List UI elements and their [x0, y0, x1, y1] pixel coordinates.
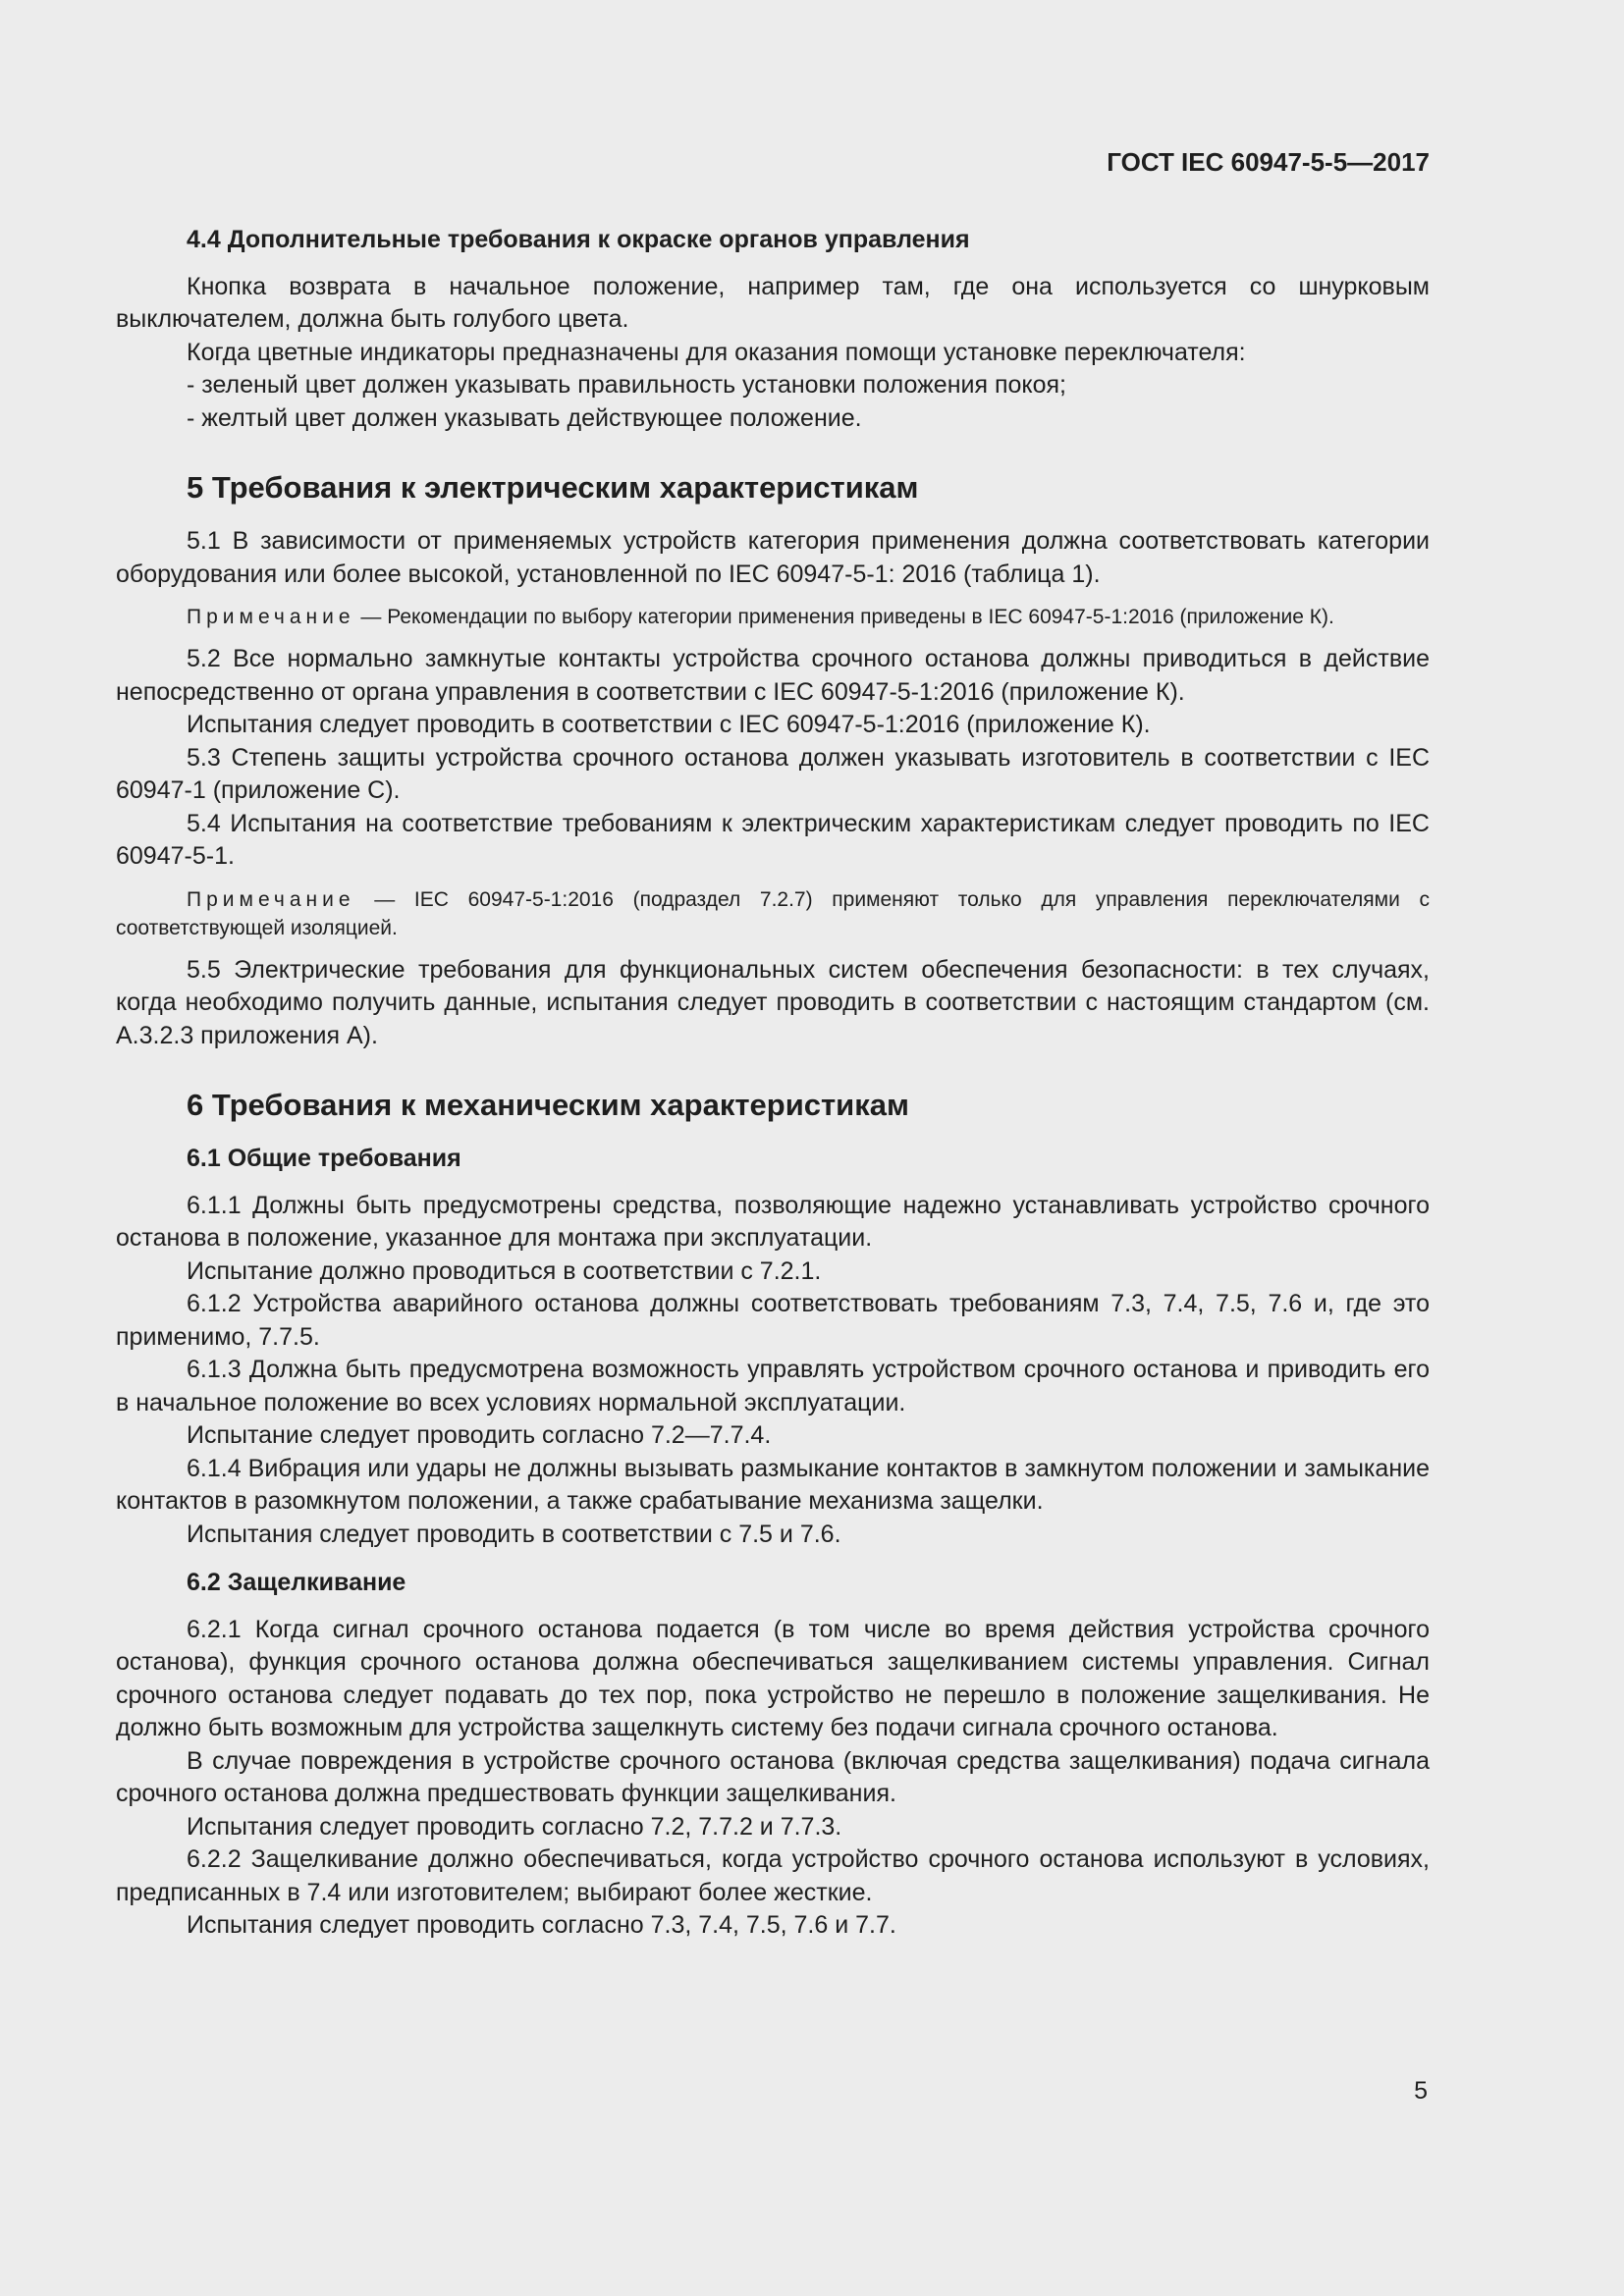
paragraph: Испытание должно проводиться в соответствии с 7.2.1. — [187, 1256, 822, 1285]
paragraph-5-5: 5.5 Электрические требования для функциональных систем обеспечения безопасности: в тех случаях, когда необходимо получить данные, испытания следует проводить в соответствии с настоящим стандартом (см. А.3.2.3 приложения А). — [116, 955, 1430, 1049]
paragraph: Испытания следует проводить согласно 7.3, 7.4, 7.5, 7.6 и 7.7. — [187, 1911, 896, 1939]
paragraph-5-2: 5.2 Все нормально замкнутые контакты устройства срочного останова должны приводиться в действие непосредственно от органа управления в соответствии с IEC 60947-5-1:2016 (приложение К). — [116, 645, 1430, 706]
note-text: — IEC 60947-5-1:2016 (подраздел 7.2.7) применяют только для управления переключателями с соответствующей изоляцией. — [116, 887, 1430, 939]
paragraph-5-3: 5.3 Степень защиты устройства срочного останова должен указывать изготовитель в соответствии с IEC 60947-1 (приложение С). — [116, 743, 1430, 804]
note-text: — Рекомендации по выбору категории применения приведены в IEC 60947-5-1:2016 (приложение К). — [354, 606, 1334, 628]
paragraph: В случае повреждения в устройстве срочного останова (включая средства защелкивания) подача сигнала срочного останова должна предшествовать функции защелкивания. — [116, 1746, 1430, 1807]
page-content — [116, 224, 1430, 1943]
paragraph-6-1-4: 6.1.4 Вибрация или удары не должны вызывать размыкание контактов в замкнутом положении и замыкание контактов в разомкнутом положении, а также срабатывание механизма защелки. — [116, 1454, 1430, 1515]
paragraph: Испытания следует проводить в соответствии с 7.5 и 7.6. — [187, 1520, 841, 1548]
section-6-heading: 6 Требования к механическим характеристикам — [187, 1088, 909, 1122]
list-item: - желтый цвет должен указывать действующее положение. — [187, 403, 862, 432]
paragraph-5-1: 5.1 В зависимости от применяемых устройств категория применения должна соответствовать категории оборудования или более высокой, установленной по IEC 60947-5-1: 2016 (таблица 1). — [116, 527, 1430, 588]
paragraph-5-4: 5.4 Испытания на соответствие требованиям к электрическим характеристикам следует проводить по IEC 60947-5-1. — [116, 809, 1430, 870]
paragraph-6-2-2: 6.2.2 Защелкивание должно обеспечиваться, когда устройство срочного останова используют в условиях, предписанных в 7.4 или изготовителем; выбирают более жесткие. — [116, 1845, 1430, 1906]
note — [116, 603, 1430, 631]
paragraph-6-1-1: 6.1.1 Должны быть предусмотрены средства, позволяющие надежно устанавливать устройство срочного останова в положение, указанное для монтажа при эксплуатации. — [116, 1191, 1430, 1252]
paragraph-6-2-1: 6.2.1 Когда сигнал срочного останова подается (в том числе во время действия устройства срочного останова), функция срочного останова должна обеспечиваться защелкиванием системы управления. Сигнал срочного останова следует подавать до тех пор, пока устройство не перешло в положение защелкивания. Не должно быть возможным для устройства защелкнуть систему без подачи сигнала срочного останова. — [116, 1615, 1430, 1741]
note — [116, 885, 1430, 942]
document-code: ГОСТ IEC 60947-5-5—2017 — [1107, 147, 1430, 177]
paragraph: Испытания следует проводить согласно 7.2, 7.7.2 и 7.7.3. — [187, 1812, 842, 1841]
paragraph-6-1-3: 6.1.3 Должна быть предусмотрена возможность управлять устройством срочного останова и приводить его в начальное положение во всех условиях нормальной эксплуатации. — [116, 1356, 1430, 1416]
subsection-6-2-heading: 6.2 Защелкивание — [187, 1569, 406, 1596]
list-item: - зеленый цвет должен указывать правильность установки положения покоя; — [187, 371, 1066, 399]
note-label: Примечание — [187, 606, 355, 628]
subsection-6-1-heading: 6.1 Общие требования — [187, 1145, 461, 1172]
paragraph-6-1-2: 6.1.2 Устройства аварийного останова должны соответствовать требованиям 7.3, 7.4, 7.5, 7.6 и, где это применимо, 7.7.5. — [116, 1290, 1430, 1351]
paragraph: Испытания следует проводить в соответствии с IEC 60947-5-1:2016 (приложение К). — [187, 711, 1151, 738]
section-4-4-heading: 4.4 Дополнительные требования к окраске органов управления — [187, 226, 970, 253]
page-number: 5 — [1414, 2077, 1428, 2105]
section-5-heading: 5 Требования к электрическим характеристикам — [187, 470, 919, 505]
paragraph: Испытание следует проводить согласно 7.2—7.7.4. — [187, 1421, 772, 1449]
paragraph: Кнопка возврата в начальное положение, например там, где она используется со шнурковым выключателем, должна быть голубого цвета. — [116, 272, 1430, 333]
paragraph: Когда цветные индикаторы предназначены для оказания помощи установке переключателя: — [187, 338, 1246, 366]
note-label: Примечание — [187, 887, 355, 911]
